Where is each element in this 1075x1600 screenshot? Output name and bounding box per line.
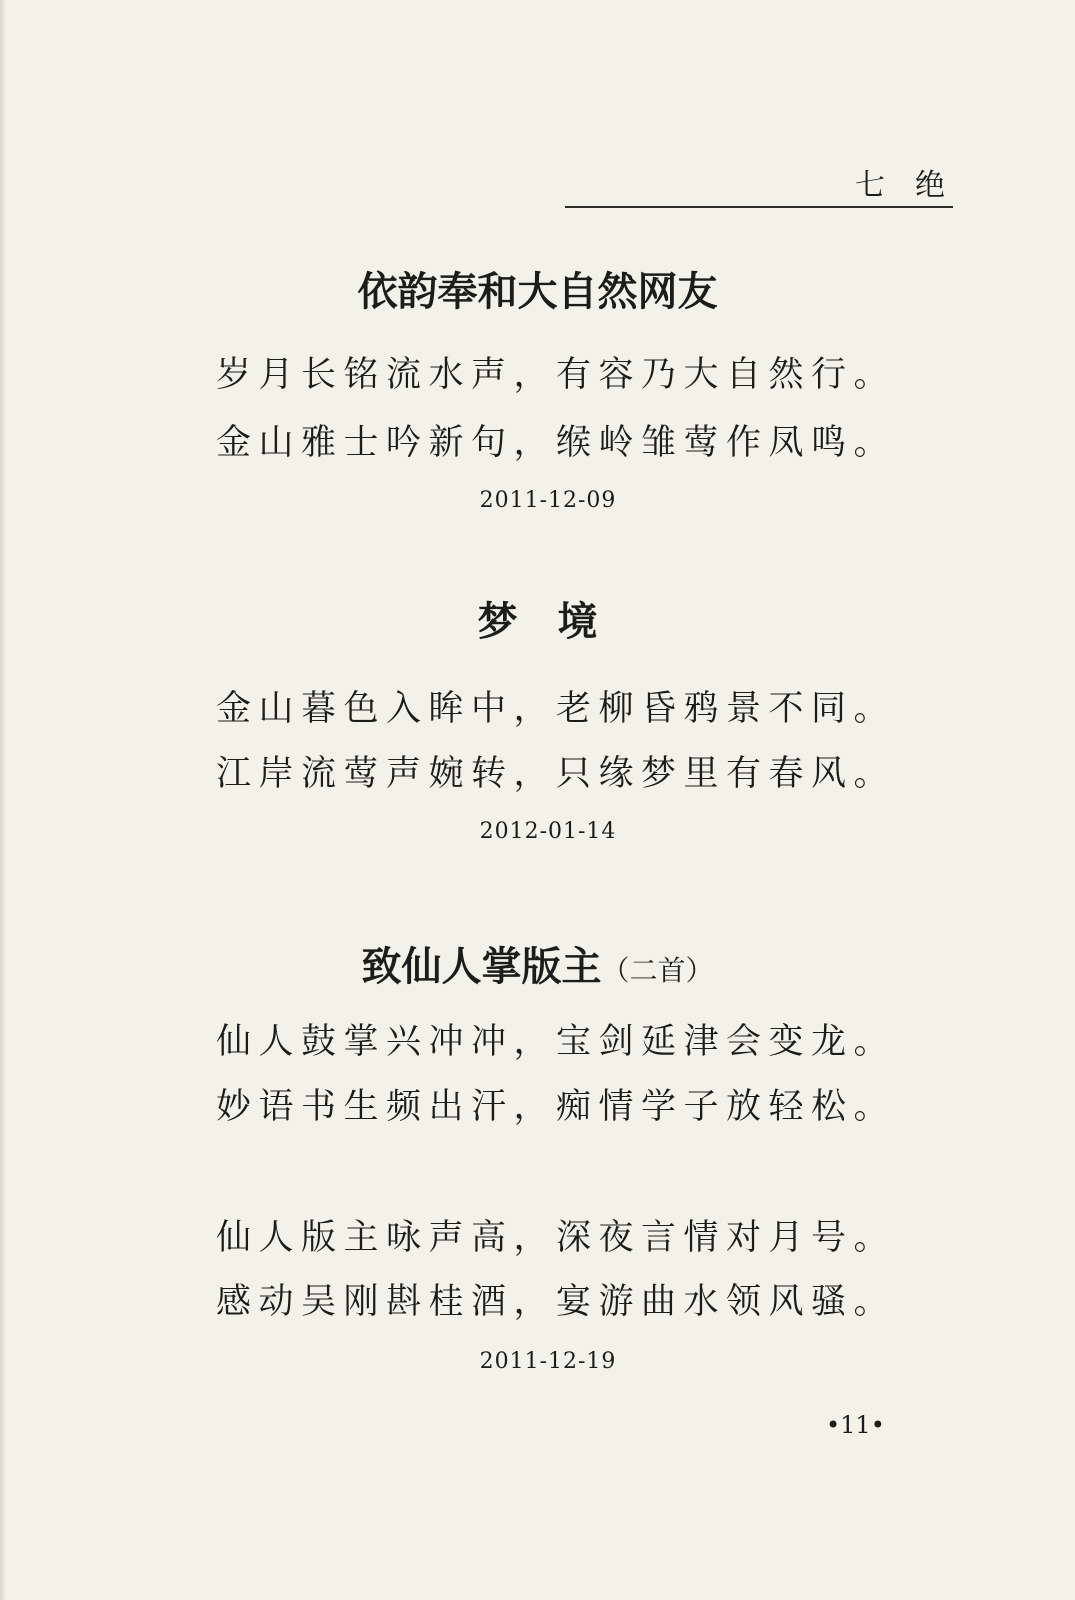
poem-line: 金山暮色入眸中，老柳昏鸦景不同。 xyxy=(216,689,897,729)
poem-title: 依韵奉和大自然网友 xyxy=(357,268,718,315)
poem-line: 金山雅士吟新句，缑岭雏莺作凤鸣。 xyxy=(216,423,897,463)
page-number: •11• xyxy=(826,1411,885,1439)
poem-line: 仙人鼓掌兴冲冲，宝剑延津会变龙。 xyxy=(216,1022,897,1062)
poem-2 xyxy=(0,598,1075,646)
poem-date: 2011-12-19 xyxy=(479,1349,617,1374)
poem-1 xyxy=(0,268,1075,316)
poem-title: 梦境 xyxy=(477,598,638,645)
poem-line: 妙语书生频出汗，痴情学子放轻松。 xyxy=(216,1087,897,1127)
running-head-rule xyxy=(565,206,953,208)
poem-line: 江岸流莺声婉转，只缘梦里有春风。 xyxy=(216,754,897,794)
poem-title-row xyxy=(0,943,1075,995)
poem-3 xyxy=(0,943,1075,995)
poem-subtitle: （二首） xyxy=(601,954,714,987)
running-head xyxy=(565,168,975,210)
poem-title: 致仙人掌版主 xyxy=(361,943,602,990)
poem-date: 2012-01-14 xyxy=(479,819,617,844)
poem-date: 2011-12-09 xyxy=(479,488,617,513)
poem-line: 岁月长铭流水声，有容乃大自然行。 xyxy=(216,355,897,395)
running-head-title: 七绝 xyxy=(855,168,975,203)
poem-line: 感动吴刚斟桂酒，宴游曲水领风骚。 xyxy=(216,1282,897,1322)
poem-line: 仙人版主咏声高，深夜言情对月号。 xyxy=(216,1218,897,1258)
